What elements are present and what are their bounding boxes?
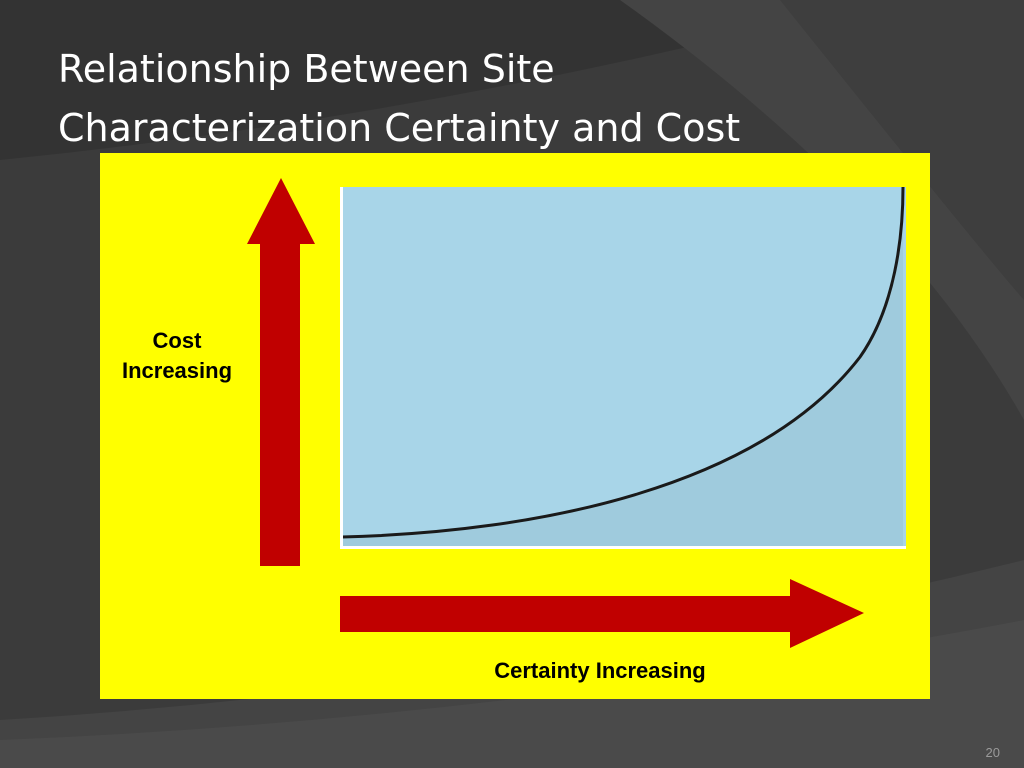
certainty-axis-label: Certainty Increasing: [494, 658, 706, 683]
page-number: 20: [985, 745, 1000, 760]
cost-label-line-1: Cost: [152, 328, 202, 353]
cost-certainty-plot: [340, 187, 906, 549]
title-line-1: Relationship Between Site: [58, 47, 555, 91]
certainty-arrow-right: [338, 578, 866, 650]
cost-arrow-up: [246, 178, 316, 568]
cost-label-line-2: Increasing: [121, 358, 233, 383]
title-line-2: Characterization Certainty and Cost: [58, 106, 741, 150]
cost-axis-label: [106, 326, 248, 386]
slide-title: [58, 40, 958, 158]
